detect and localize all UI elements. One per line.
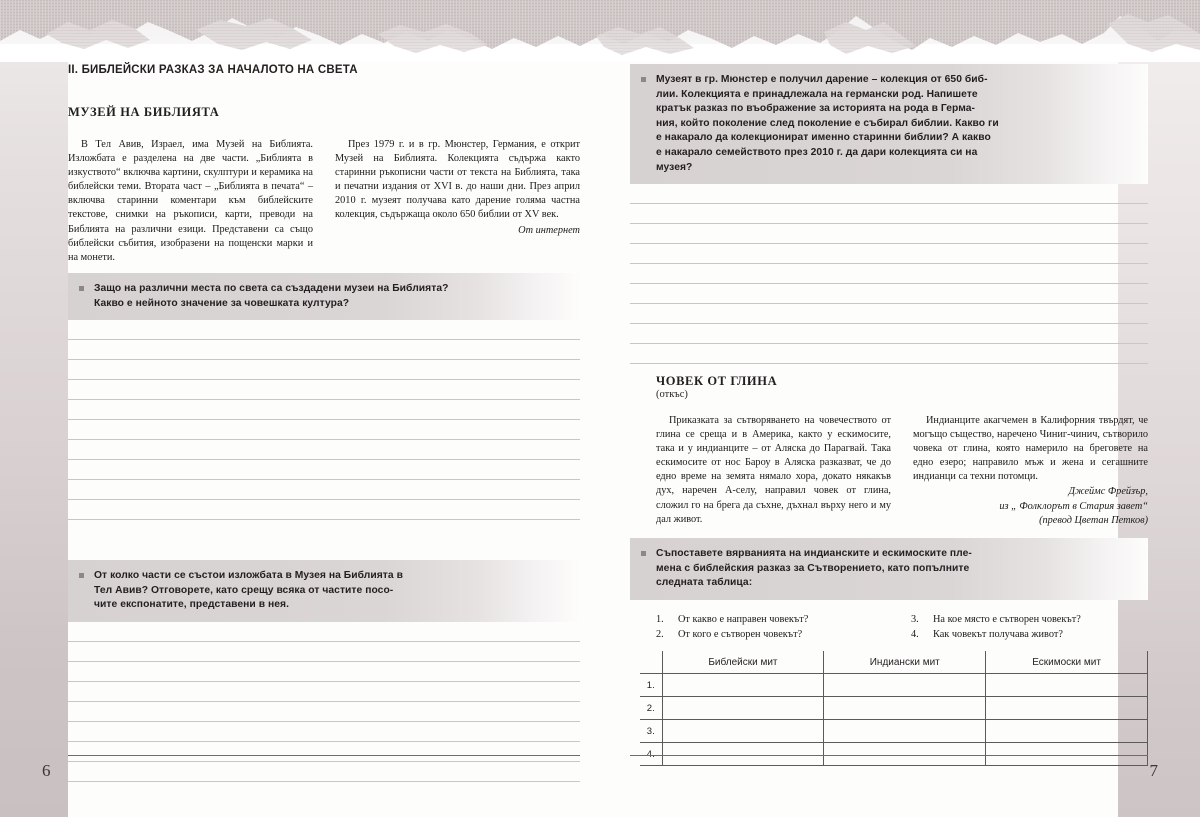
list-item	[656, 627, 893, 642]
table-row[interactable]	[640, 674, 1148, 697]
clay-source-line-1: Джеймс Фрейзър,	[1068, 486, 1148, 498]
clay-man-article	[630, 414, 1148, 528]
task-box-2	[68, 560, 580, 622]
left-page-edge	[0, 0, 68, 817]
bullet-square-icon	[79, 573, 84, 578]
task-2-line-1: От колко части се състои изложбата в Музея на Библията в	[94, 570, 403, 581]
table-cell[interactable]	[824, 674, 986, 697]
article-source	[335, 224, 580, 238]
task-3-line-2: лии. Колекцията е принадлежала на германски род. Напишете	[656, 88, 978, 100]
task-3-line-3: кратък разказ по въображение за историята на рода в Герма-	[656, 103, 976, 115]
list-item	[911, 627, 1148, 642]
page-number-left: 6	[42, 761, 51, 780]
table-header-indian: Индиански мит	[824, 651, 986, 674]
task-3-line-5: е накарало да колекционират именно старинни библии? А какво	[656, 132, 991, 144]
clay-article-paragraph-2: Индианците акагчемен в Калифорния твърдят, че могъщо същество, наречено Чиниг-чинич, сътворило човека от глина, която намерило на бреговете на едно езеро; направило мъж и жена и сегашните индианци са техни потомци.	[913, 415, 1148, 483]
museum-article	[68, 138, 580, 265]
clay-article-column-left	[656, 414, 891, 528]
table-header-row	[640, 651, 1148, 674]
article-source-text: От интернет	[518, 224, 580, 236]
answer-lines-2[interactable]	[68, 622, 580, 782]
table-cell[interactable]	[986, 697, 1148, 720]
footer-rule-left	[68, 755, 580, 756]
task-box-1	[68, 273, 580, 320]
task-3-text	[656, 73, 1138, 175]
bullet-square-icon	[641, 551, 646, 556]
table-cell[interactable]	[662, 697, 824, 720]
task-4-line-1: Съпоставете вярванията на индианските и ескимоските пле-	[656, 548, 972, 559]
task-box-4	[630, 538, 1148, 600]
torn-paper-decoration	[0, 0, 1200, 62]
list-item	[911, 612, 1148, 627]
answer-lines-3[interactable]	[630, 184, 1148, 364]
article-paragraph-1: В Тел Авив, Израел, има Музей на Библията. Изложбата е разделена на две части. „Библията в изкуството“ включва картини, скулптури и керамика на библейски теми. Втората част – „Библията в печата“ – включва старинни коментари към библейските текстове, снимки на ръкописи, карти, преводи на Библията на различни езици. Представени са също библейски събития, изобразени на пощенски марки и на монети.	[68, 139, 313, 263]
table-row-number: 2.	[640, 697, 662, 720]
section-title-clay-man: ЧОВЕК ОТ ГЛИНА	[656, 374, 778, 388]
answer-line[interactable]	[68, 519, 580, 520]
task-1-line-1: Защо на различни места по света са създадени музеи на Библията?	[94, 283, 449, 294]
task-1-line-2: Какво е нейното значение за човешката култура?	[94, 297, 350, 309]
section-subtitle-excerpt: (откъс)	[656, 389, 688, 400]
prompt-column-right	[911, 612, 1148, 642]
task-3-line-7: музея?	[656, 161, 693, 173]
prompt-text: От кого е сътворен човекът?	[678, 628, 803, 640]
answer-line[interactable]	[630, 363, 1148, 364]
prompt-text: Как човекът получава живот?	[933, 628, 1063, 640]
table-header-eskimo: Ескимоски мит	[986, 651, 1148, 674]
table-header-biblical: Библейски мит	[662, 651, 824, 674]
table-row[interactable]	[640, 697, 1148, 720]
clay-article-paragraph-1: Приказката за сътворяването на човечеството от глина се среща и в Америка, както у ескимосите, така и у индианците – от Аляска до Парагвай. Така ескимосите от нос Бароу в Аляска разказват, че до едно време на земята нямало хора, докато някакъв дух, наречен А-селу, направил човек от глина, сложил го на брега да съхне, дъхнал върху него и му дал живот.	[656, 415, 891, 525]
footer-rule-right	[630, 755, 1148, 756]
bullet-square-icon	[79, 286, 84, 291]
task-3-line-4: ния, който поколение след поколение е събирал библии. Какво ги	[656, 117, 999, 129]
task-4-text	[656, 547, 1138, 591]
article-column-right	[335, 138, 580, 265]
table-cell[interactable]	[986, 720, 1148, 743]
left-page	[68, 0, 580, 817]
task-4-line-3: следната таблица:	[656, 577, 753, 589]
task-3-line-1: Музеят в гр. Мюнстер е получил дарение – колекция от 650 биб-	[656, 74, 988, 85]
answer-lines-1[interactable]	[68, 320, 580, 520]
clay-source-line-2: из „ Фолклорът в Стария завет“	[999, 500, 1148, 512]
table-row-number: 1.	[640, 674, 662, 697]
right-page	[630, 0, 1148, 817]
table-cell[interactable]	[662, 720, 824, 743]
table-cell[interactable]	[824, 697, 986, 720]
prompt-text: На кое място е сътворен човекът?	[933, 613, 1081, 625]
clay-article-source	[913, 485, 1148, 527]
bullet-square-icon	[641, 77, 646, 82]
table-row[interactable]	[640, 720, 1148, 743]
task-box-3	[630, 64, 1148, 184]
clay-source-line-3: (превод Цветан Петков)	[1039, 514, 1148, 526]
page-number-right: 7	[1149, 761, 1158, 780]
task-3-line-6: е накарало семейството през 2010 г. да дари колекцията си на	[656, 146, 978, 158]
task-4-line-2: мена с библейския разказ за Сътворението, като попълните	[656, 562, 970, 574]
task-2-line-2: Тел Авив? Отговорете, като срещу всяка от частите посо-	[94, 584, 394, 596]
article-column-left	[68, 138, 313, 265]
task-2-line-3: чите експонатите, представени в нея.	[94, 599, 289, 611]
prompt-number: 1.	[656, 613, 664, 625]
prompt-text: От какво е направен човекът?	[678, 613, 809, 625]
prompt-column-left	[656, 612, 893, 642]
section-title-museum: МУЗЕЙ НА БИБЛИЯТА	[68, 105, 220, 119]
comparison-table[interactable]	[640, 651, 1148, 767]
prompt-list	[630, 612, 1148, 642]
table-row-number: 3.	[640, 720, 662, 743]
prompt-number: 2.	[656, 628, 664, 640]
prompt-number: 4.	[911, 628, 919, 640]
answer-line[interactable]	[68, 781, 580, 782]
table-cell[interactable]	[824, 720, 986, 743]
table-corner-cell	[640, 651, 662, 674]
chapter-title: II. БИБЛЕЙСКИ РАЗКАЗ ЗА НАЧАЛОТО НА СВЕТА	[68, 64, 358, 76]
article-paragraph-2: През 1979 г. и в гр. Мюнстер, Германия, е открит Музей на Библията. Колекцията съдържа както старинни ръкописни части от текста на Библията, така и печатни издания от XVI в. до наши дни. През април 2010 г. музеят получава като дарение голяма частна колекция, съдържаща около 650 библии от XV век.	[335, 139, 580, 221]
table-cell[interactable]	[986, 674, 1148, 697]
task-1-text	[94, 282, 570, 311]
clay-article-column-right	[913, 414, 1148, 528]
prompt-number: 3.	[911, 613, 919, 625]
table-cell[interactable]	[662, 674, 824, 697]
list-item	[656, 612, 893, 627]
task-2-text	[94, 569, 570, 613]
